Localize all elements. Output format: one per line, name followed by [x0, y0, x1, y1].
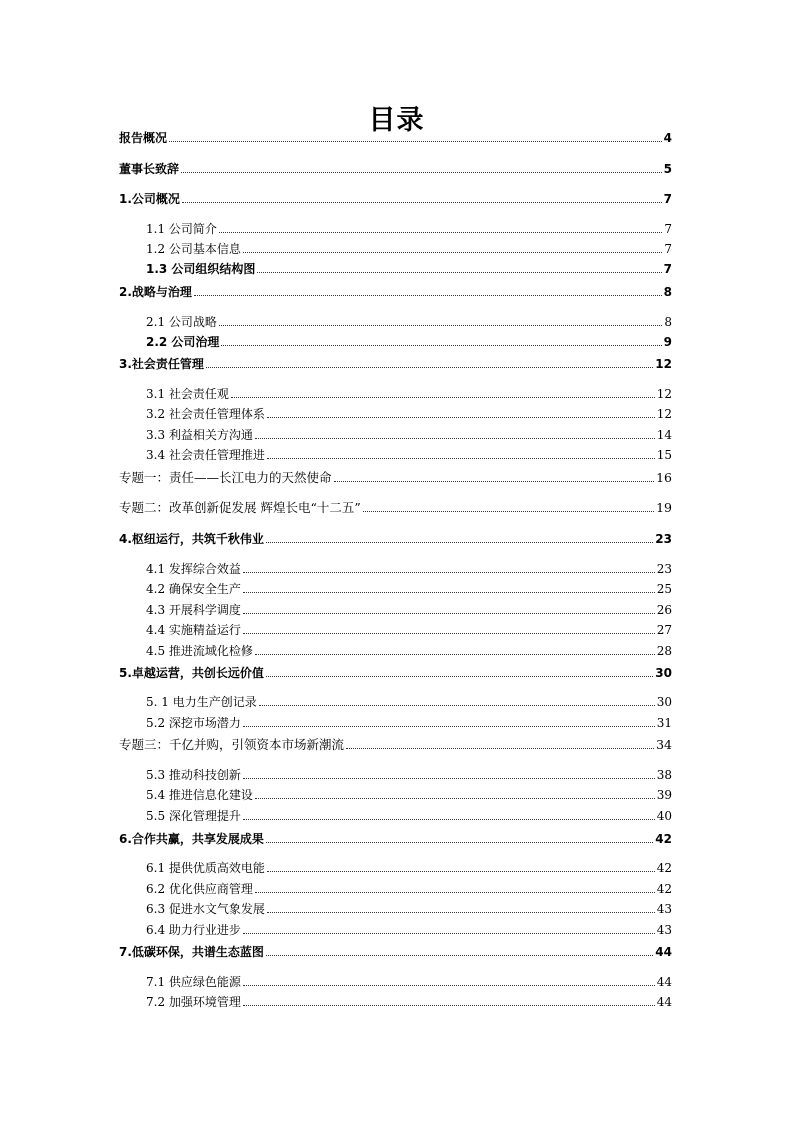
- dot-leader: [243, 777, 655, 779]
- toc-entry-label: 3.社会责任管理: [119, 357, 204, 371]
- toc-entry-page-number: 14: [656, 428, 672, 442]
- toc-entry-page-number: 42: [656, 861, 672, 875]
- toc-entry-page-number: 38: [656, 768, 672, 782]
- toc-entry-label: 4.枢纽运行，共筑千秋伟业: [119, 532, 264, 546]
- toc-entry[interactable]: [146, 900, 672, 918]
- toc-entry-label: 3.4 社会责任管理推进: [146, 448, 265, 462]
- toc-entry-label: 3.2 社会责任管理体系: [146, 407, 265, 421]
- toc-entry[interactable]: [146, 260, 672, 278]
- dot-leader: [243, 1004, 655, 1006]
- dot-leader: [243, 591, 655, 593]
- toc-entry-page-number: 30: [656, 695, 672, 709]
- dot-leader: [266, 954, 653, 956]
- toc-entry[interactable]: [146, 973, 672, 991]
- dot-leader: [334, 480, 655, 482]
- toc-entry-page-number: 44: [656, 995, 672, 1009]
- toc-entry-label: 专题二：改革创新促发展 辉煌长电“十二五”: [119, 500, 361, 515]
- toc-entry-label: 董事长致辞: [119, 162, 180, 176]
- toc-entry[interactable]: [119, 664, 672, 682]
- toc-entry[interactable]: [119, 943, 672, 961]
- toc-entry-page-number: 34: [656, 737, 672, 752]
- toc-entry-page-number: 12: [655, 357, 672, 371]
- toc-entry-page-number: 25: [656, 582, 672, 596]
- toc-entry[interactable]: [146, 642, 672, 660]
- toc-entry[interactable]: [146, 921, 672, 939]
- toc-entry[interactable]: [146, 313, 672, 331]
- toc-entry-label: 6.2 优化供应商管理: [146, 882, 253, 896]
- dot-leader: [266, 841, 653, 843]
- toc-entry-page-number: 7: [664, 242, 672, 256]
- toc-entry[interactable]: [146, 859, 672, 877]
- toc-entry-page-number: 39: [656, 788, 672, 802]
- toc-entry-page-number: 8: [664, 315, 672, 329]
- dot-leader: [243, 818, 655, 820]
- toc-entry-label: 报告概况: [119, 131, 168, 145]
- dot-leader: [243, 932, 655, 934]
- page-title: 目录: [368, 105, 425, 136]
- toc-entry[interactable]: [146, 580, 672, 598]
- toc-entry[interactable]: [146, 405, 672, 423]
- toc-entry-page-number: 19: [656, 500, 672, 515]
- dot-leader: [259, 704, 655, 706]
- toc-entry-label: 7.2 加强环境管理: [146, 995, 241, 1009]
- toc-entry[interactable]: [119, 190, 672, 208]
- dot-leader: [267, 870, 655, 872]
- toc-entry-page-number: 7: [664, 222, 672, 236]
- toc-entry[interactable]: [119, 129, 672, 147]
- toc-entry-page-number: 15: [656, 448, 672, 462]
- toc-entry-label: 5. 1 电力生产创记录: [146, 695, 257, 709]
- toc-entry-page-number: 23: [656, 562, 672, 576]
- toc-entry-page-number: 5: [663, 162, 672, 176]
- toc-entry[interactable]: [146, 621, 672, 639]
- toc-entry[interactable]: [146, 446, 672, 464]
- toc-entry-page-number: 4: [663, 131, 672, 145]
- dot-leader: [257, 271, 661, 273]
- dot-leader: [182, 201, 662, 203]
- toc-entry-page-number: 43: [656, 923, 672, 937]
- toc-entry-label: 3.1 社会责任观: [146, 387, 229, 401]
- dot-leader: [169, 140, 662, 142]
- toc-entry-page-number: 40: [656, 809, 672, 823]
- dot-leader: [255, 437, 655, 439]
- toc-entry-page-number: 23: [655, 532, 672, 546]
- toc-entry-page-number: 16: [656, 470, 672, 485]
- dot-leader: [243, 251, 662, 253]
- dot-leader: [206, 366, 653, 368]
- toc-entry[interactable]: [119, 830, 672, 848]
- dot-leader: [219, 231, 662, 233]
- toc-entry[interactable]: [119, 530, 672, 548]
- toc-entry[interactable]: [119, 355, 672, 373]
- toc-entry-label: 专题一：责任——长江电力的天然使命: [119, 470, 332, 485]
- toc-entry[interactable]: [146, 880, 672, 898]
- dot-leader: [255, 653, 655, 655]
- toc-entry-label: 5.2 深挖市场潜力: [146, 716, 241, 730]
- toc-entry-page-number: 44: [655, 945, 672, 959]
- toc-entry-label: 2.战略与治理: [119, 285, 192, 299]
- toc-entry-label: 2.1 公司战略: [146, 315, 217, 329]
- dot-leader: [267, 911, 655, 913]
- toc-entry[interactable]: [119, 499, 672, 517]
- toc-entry-label: 专题三：千亿并购，引领资本市场新潮流: [119, 737, 345, 752]
- dot-leader: [363, 510, 654, 512]
- toc-entry[interactable]: [146, 333, 672, 351]
- dot-leader: [255, 797, 655, 799]
- toc-entry-label: 5.5 深化管理提升: [146, 809, 241, 823]
- dot-leader: [194, 294, 662, 296]
- toc-entry[interactable]: [146, 693, 672, 711]
- toc-entry-page-number: 7: [663, 262, 672, 276]
- toc-entry[interactable]: [146, 220, 672, 238]
- dot-leader: [267, 416, 655, 418]
- dot-leader: [219, 324, 662, 326]
- toc-entry-page-number: 12: [656, 407, 672, 421]
- toc-entry-label: 6.合作共赢，共享发展成果: [119, 832, 264, 846]
- dot-leader: [266, 675, 653, 677]
- toc-entry-page-number: 12: [656, 387, 672, 401]
- toc-entry-page-number: 43: [656, 902, 672, 916]
- toc-entry-label: 1.2 公司基本信息: [146, 242, 241, 256]
- toc-entry-label: 4.3 开展科学调度: [146, 603, 241, 617]
- toc-entry[interactable]: [146, 807, 672, 825]
- toc-entry-label: 2.2 公司治理: [146, 335, 220, 349]
- dot-leader: [255, 891, 655, 893]
- dot-leader: [346, 747, 654, 749]
- toc-entry-page-number: 42: [655, 832, 672, 846]
- toc-entry-label: 1.公司概况: [119, 192, 180, 206]
- dot-leader: [221, 344, 661, 346]
- toc-entry[interactable]: [146, 601, 672, 619]
- toc-entry[interactable]: [146, 714, 672, 732]
- toc-entry-label: 6.1 提供优质高效电能: [146, 861, 265, 875]
- toc-entry[interactable]: [119, 736, 672, 754]
- toc-entry-page-number: 26: [656, 603, 672, 617]
- toc-entry-page-number: 44: [656, 975, 672, 989]
- toc-entry[interactable]: [146, 766, 672, 784]
- dot-leader: [243, 612, 655, 614]
- dot-leader: [243, 632, 655, 634]
- toc-entry-page-number: 42: [656, 882, 672, 896]
- dot-leader: [231, 396, 655, 398]
- toc-entry-label: 4.2 确保安全生产: [146, 582, 241, 596]
- toc-entry-page-number: 7: [663, 192, 672, 206]
- toc-entry[interactable]: [146, 385, 672, 403]
- toc-entry-label: 1.3 公司组织结构图: [146, 262, 256, 276]
- toc-entry-label: 7.1 供应绿色能源: [146, 975, 241, 989]
- toc-entry-label: 5.3 推动科技创新: [146, 768, 241, 782]
- toc-entry-label: 5.4 推进信息化建设: [146, 788, 253, 802]
- toc-entry[interactable]: [119, 160, 672, 178]
- toc-entry-label: 4.5 推进流域化检修: [146, 644, 253, 658]
- toc-entry-page-number: 9: [663, 335, 672, 349]
- toc-entry-label: 4.1 发挥综合效益: [146, 562, 241, 576]
- toc-entry-label: 6.3 促进水文气象发展: [146, 902, 265, 916]
- toc-entry-label: 6.4 助力行业进步: [146, 923, 241, 937]
- toc-entry[interactable]: [146, 560, 672, 578]
- dot-leader: [243, 571, 655, 573]
- toc-entry-page-number: 31: [656, 716, 672, 730]
- toc-entry[interactable]: [119, 283, 672, 301]
- toc-entry-page-number: 28: [656, 644, 672, 658]
- toc-entry-label: 7.低碳环保，共谱生态蓝图: [119, 945, 264, 959]
- toc-entry[interactable]: [146, 786, 672, 804]
- toc-entry-label: 1.1 公司简介: [146, 222, 217, 236]
- toc-entry-label: 5.卓越运营，共创长远价值: [119, 666, 264, 680]
- dot-leader: [243, 725, 655, 727]
- dot-leader: [181, 171, 662, 173]
- toc-entry[interactable]: [119, 469, 672, 487]
- toc-entry-page-number: 27: [656, 623, 672, 637]
- dot-leader: [266, 541, 653, 543]
- dot-leader: [267, 457, 655, 459]
- toc-entry-page-number: 8: [663, 285, 672, 299]
- toc-entry[interactable]: [146, 240, 672, 258]
- toc-entry-label: 3.3 利益相关方沟通: [146, 428, 253, 442]
- toc-entry-page-number: 30: [655, 666, 672, 680]
- toc-entry[interactable]: [146, 426, 672, 444]
- toc-entry-label: 4.4 实施精益运行: [146, 623, 241, 637]
- dot-leader: [243, 984, 655, 986]
- toc-entry[interactable]: [146, 993, 672, 1011]
